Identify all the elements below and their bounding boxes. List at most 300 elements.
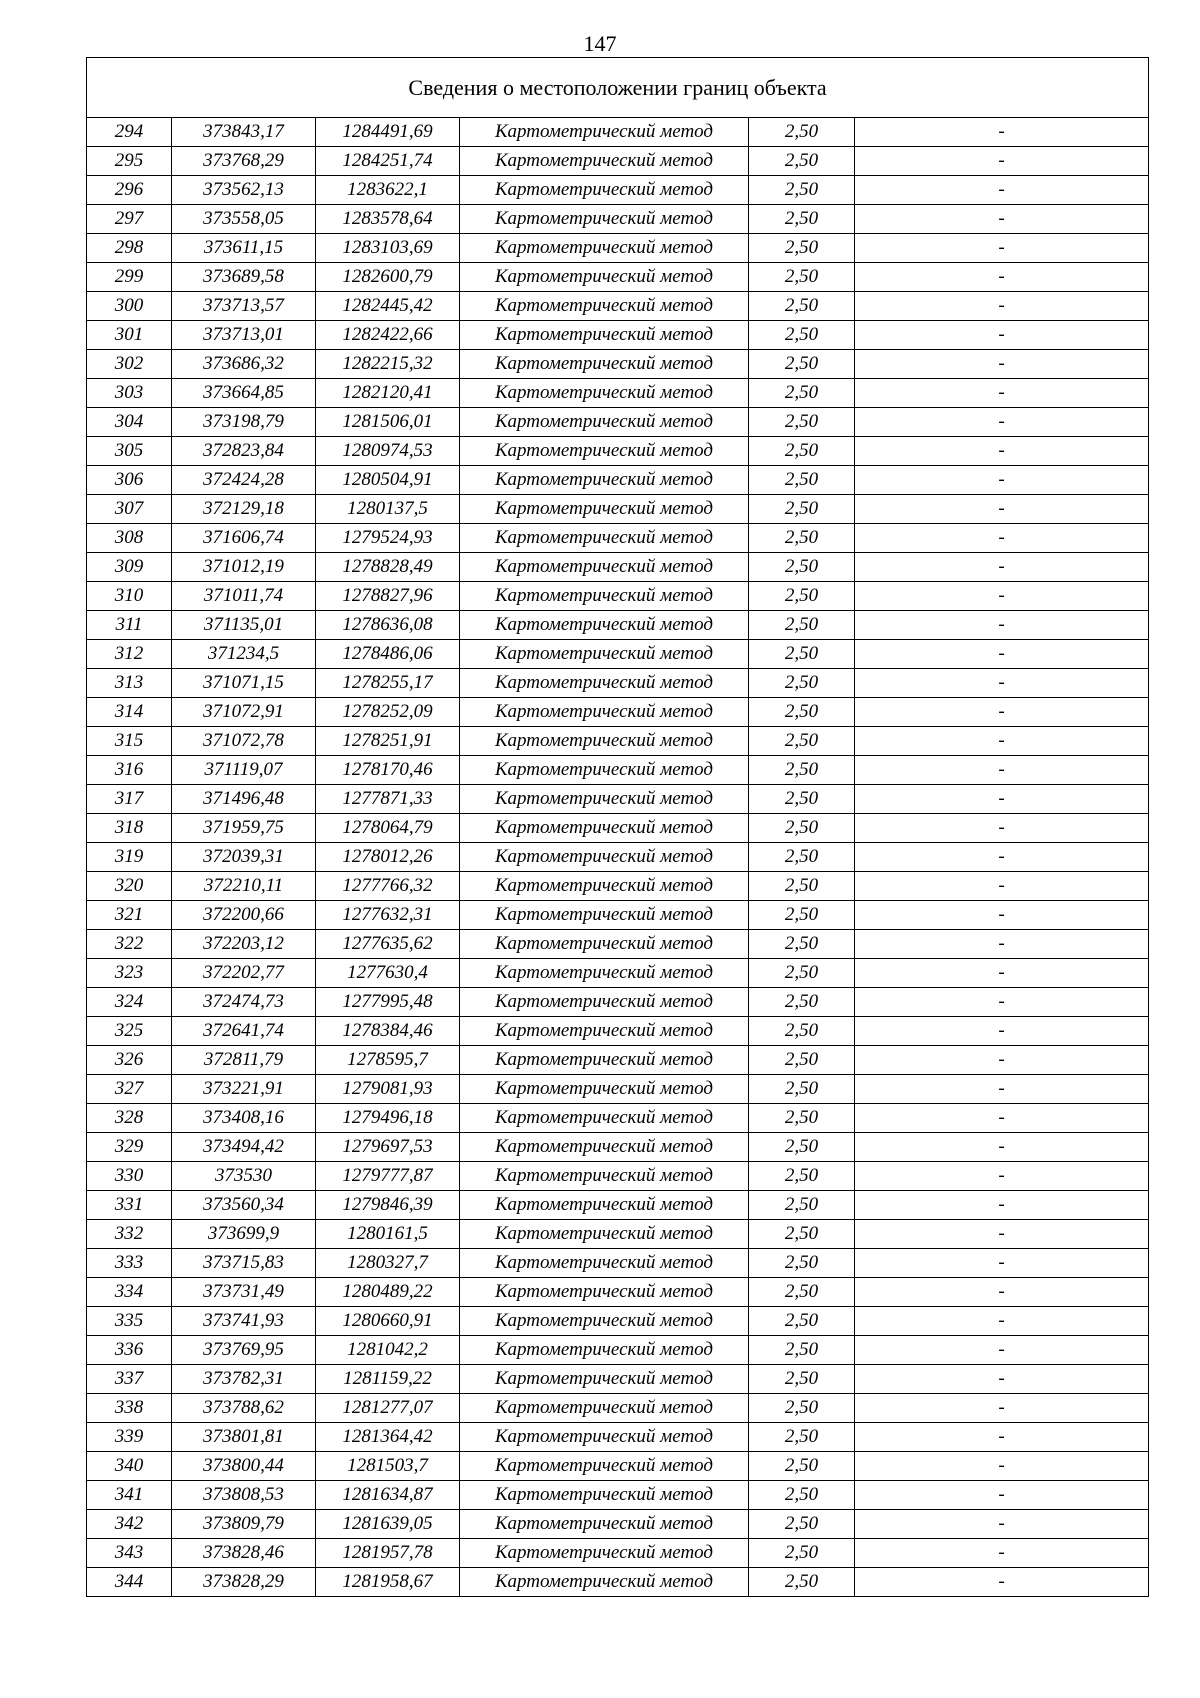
y-coordinate-cell: 1283622,1 <box>316 176 460 205</box>
point-number-cell: 323 <box>87 959 172 988</box>
x-coordinate-cell: 373530 <box>172 1162 316 1191</box>
accuracy-cell: 2,50 <box>749 437 855 466</box>
y-coordinate-cell: 1281503,7 <box>316 1452 460 1481</box>
y-coordinate-cell: 1281958,67 <box>316 1568 460 1597</box>
accuracy-cell: 2,50 <box>749 1278 855 1307</box>
accuracy-cell: 2,50 <box>749 205 855 234</box>
y-coordinate-cell: 1282215,32 <box>316 350 460 379</box>
accuracy-cell: 2,50 <box>749 1307 855 1336</box>
point-number-cell: 312 <box>87 640 172 669</box>
accuracy-cell: 2,50 <box>749 756 855 785</box>
table-row <box>87 959 1149 988</box>
table-row <box>87 1133 1149 1162</box>
x-coordinate-cell: 373843,17 <box>172 118 316 147</box>
y-coordinate-cell: 1278636,08 <box>316 611 460 640</box>
method-cell: Картометрический метод <box>460 1104 749 1133</box>
description-cell: - <box>855 1017 1149 1046</box>
x-coordinate-cell: 373800,44 <box>172 1452 316 1481</box>
y-coordinate-cell: 1282120,41 <box>316 379 460 408</box>
point-number-cell: 300 <box>87 292 172 321</box>
x-coordinate-cell: 371119,07 <box>172 756 316 785</box>
table-row <box>87 1336 1149 1365</box>
x-coordinate-cell: 372210,11 <box>172 872 316 901</box>
y-coordinate-cell: 1277871,33 <box>316 785 460 814</box>
x-coordinate-cell: 372203,12 <box>172 930 316 959</box>
description-cell: - <box>855 988 1149 1017</box>
description-cell: - <box>855 1104 1149 1133</box>
method-cell: Картометрический метод <box>460 1191 749 1220</box>
accuracy-cell: 2,50 <box>749 524 855 553</box>
method-cell: Картометрический метод <box>460 698 749 727</box>
point-number-cell: 314 <box>87 698 172 727</box>
accuracy-cell: 2,50 <box>749 698 855 727</box>
point-number-cell: 322 <box>87 930 172 959</box>
x-coordinate-cell: 373699,9 <box>172 1220 316 1249</box>
y-coordinate-cell: 1281364,42 <box>316 1423 460 1452</box>
y-coordinate-cell: 1277635,62 <box>316 930 460 959</box>
point-number-cell: 327 <box>87 1075 172 1104</box>
table-row <box>87 756 1149 785</box>
table-row <box>87 1568 1149 1597</box>
point-number-cell: 306 <box>87 466 172 495</box>
point-number-cell: 301 <box>87 321 172 350</box>
accuracy-cell: 2,50 <box>749 959 855 988</box>
y-coordinate-cell: 1282600,79 <box>316 263 460 292</box>
point-number-cell: 340 <box>87 1452 172 1481</box>
y-coordinate-cell: 1278064,79 <box>316 814 460 843</box>
table-title-row <box>87 58 1149 118</box>
y-coordinate-cell: 1284251,74 <box>316 147 460 176</box>
accuracy-cell: 2,50 <box>749 1104 855 1133</box>
point-number-cell: 336 <box>87 1336 172 1365</box>
accuracy-cell: 2,50 <box>749 379 855 408</box>
table-row <box>87 988 1149 1017</box>
table-row <box>87 901 1149 930</box>
description-cell: - <box>855 756 1149 785</box>
table-row <box>87 176 1149 205</box>
x-coordinate-cell: 373741,93 <box>172 1307 316 1336</box>
y-coordinate-cell: 1284491,69 <box>316 118 460 147</box>
table-row <box>87 350 1149 379</box>
method-cell: Картометрический метод <box>460 1452 749 1481</box>
accuracy-cell: 2,50 <box>749 1133 855 1162</box>
accuracy-cell: 2,50 <box>749 640 855 669</box>
accuracy-cell: 2,50 <box>749 408 855 437</box>
table-row <box>87 379 1149 408</box>
x-coordinate-cell: 373809,79 <box>172 1510 316 1539</box>
description-cell: - <box>855 1046 1149 1075</box>
accuracy-cell: 2,50 <box>749 988 855 1017</box>
point-number-cell: 305 <box>87 437 172 466</box>
point-number-cell: 339 <box>87 1423 172 1452</box>
y-coordinate-cell: 1278255,17 <box>316 669 460 698</box>
point-number-cell: 296 <box>87 176 172 205</box>
accuracy-cell: 2,50 <box>749 1510 855 1539</box>
point-number-cell: 320 <box>87 872 172 901</box>
y-coordinate-cell: 1283103,69 <box>316 234 460 263</box>
table-row <box>87 698 1149 727</box>
method-cell: Картометрический метод <box>460 524 749 553</box>
point-number-cell: 326 <box>87 1046 172 1075</box>
description-cell: - <box>855 872 1149 901</box>
accuracy-cell: 2,50 <box>749 1481 855 1510</box>
x-coordinate-cell: 371011,74 <box>172 582 316 611</box>
x-coordinate-cell: 371135,01 <box>172 611 316 640</box>
description-cell: - <box>855 176 1149 205</box>
method-cell: Картометрический метод <box>460 1336 749 1365</box>
table-row <box>87 118 1149 147</box>
point-number-cell: 337 <box>87 1365 172 1394</box>
table-row <box>87 234 1149 263</box>
y-coordinate-cell: 1281634,87 <box>316 1481 460 1510</box>
method-cell: Картометрический метод <box>460 234 749 263</box>
y-coordinate-cell: 1283578,64 <box>316 205 460 234</box>
y-coordinate-cell: 1279496,18 <box>316 1104 460 1133</box>
method-cell: Картометрический метод <box>460 1278 749 1307</box>
x-coordinate-cell: 373558,05 <box>172 205 316 234</box>
table-row <box>87 321 1149 350</box>
point-number-cell: 310 <box>87 582 172 611</box>
point-number-cell: 311 <box>87 611 172 640</box>
description-cell: - <box>855 1423 1149 1452</box>
x-coordinate-cell: 373808,53 <box>172 1481 316 1510</box>
table-row <box>87 640 1149 669</box>
x-coordinate-cell: 373221,91 <box>172 1075 316 1104</box>
method-cell: Картометрический метод <box>460 1249 749 1278</box>
table-row <box>87 1104 1149 1133</box>
description-cell: - <box>855 1568 1149 1597</box>
accuracy-cell: 2,50 <box>749 1423 855 1452</box>
accuracy-cell: 2,50 <box>749 582 855 611</box>
table-row <box>87 1162 1149 1191</box>
table-row <box>87 437 1149 466</box>
point-number-cell: 344 <box>87 1568 172 1597</box>
description-cell: - <box>855 582 1149 611</box>
table-row <box>87 1220 1149 1249</box>
method-cell: Картометрический метод <box>460 350 749 379</box>
accuracy-cell: 2,50 <box>749 1539 855 1568</box>
accuracy-cell: 2,50 <box>749 350 855 379</box>
method-cell: Картометрический метод <box>460 408 749 437</box>
description-cell: - <box>855 437 1149 466</box>
table-row <box>87 1017 1149 1046</box>
table-row <box>87 1423 1149 1452</box>
x-coordinate-cell: 373828,46 <box>172 1539 316 1568</box>
y-coordinate-cell: 1280974,53 <box>316 437 460 466</box>
table-row <box>87 1307 1149 1336</box>
x-coordinate-cell: 373562,13 <box>172 176 316 205</box>
accuracy-cell: 2,50 <box>749 814 855 843</box>
y-coordinate-cell: 1281639,05 <box>316 1510 460 1539</box>
method-cell: Картометрический метод <box>460 1133 749 1162</box>
point-number-cell: 303 <box>87 379 172 408</box>
description-cell: - <box>855 901 1149 930</box>
description-cell: - <box>855 379 1149 408</box>
accuracy-cell: 2,50 <box>749 147 855 176</box>
description-cell: - <box>855 1481 1149 1510</box>
point-number-cell: 330 <box>87 1162 172 1191</box>
y-coordinate-cell: 1278012,26 <box>316 843 460 872</box>
y-coordinate-cell: 1278828,49 <box>316 553 460 582</box>
y-coordinate-cell: 1278252,09 <box>316 698 460 727</box>
point-number-cell: 332 <box>87 1220 172 1249</box>
method-cell: Картометрический метод <box>460 669 749 698</box>
point-number-cell: 304 <box>87 408 172 437</box>
description-cell: - <box>855 959 1149 988</box>
method-cell: Картометрический метод <box>460 1307 749 1336</box>
x-coordinate-cell: 373664,85 <box>172 379 316 408</box>
description-cell: - <box>855 698 1149 727</box>
description-cell: - <box>855 321 1149 350</box>
description-cell: - <box>855 1394 1149 1423</box>
table-row <box>87 1278 1149 1307</box>
method-cell: Картометрический метод <box>460 495 749 524</box>
accuracy-cell: 2,50 <box>749 118 855 147</box>
table-body <box>87 58 1149 1597</box>
description-cell: - <box>855 292 1149 321</box>
y-coordinate-cell: 1280489,22 <box>316 1278 460 1307</box>
method-cell: Картометрический метод <box>460 292 749 321</box>
description-cell: - <box>855 1365 1149 1394</box>
description-cell: - <box>855 1075 1149 1104</box>
y-coordinate-cell: 1277630,4 <box>316 959 460 988</box>
description-cell: - <box>855 930 1149 959</box>
y-coordinate-cell: 1280137,5 <box>316 495 460 524</box>
point-number-cell: 319 <box>87 843 172 872</box>
method-cell: Картометрический метод <box>460 1481 749 1510</box>
table-row <box>87 495 1149 524</box>
point-number-cell: 316 <box>87 756 172 785</box>
table-row <box>87 205 1149 234</box>
y-coordinate-cell: 1281506,01 <box>316 408 460 437</box>
description-cell: - <box>855 611 1149 640</box>
description-cell: - <box>855 843 1149 872</box>
table-row <box>87 930 1149 959</box>
accuracy-cell: 2,50 <box>749 1162 855 1191</box>
table-row <box>87 611 1149 640</box>
method-cell: Картометрический метод <box>460 843 749 872</box>
description-cell: - <box>855 640 1149 669</box>
description-cell: - <box>855 234 1149 263</box>
description-cell: - <box>855 118 1149 147</box>
point-number-cell: 294 <box>87 118 172 147</box>
method-cell: Картометрический метод <box>460 205 749 234</box>
accuracy-cell: 2,50 <box>749 1191 855 1220</box>
table-row <box>87 1452 1149 1481</box>
x-coordinate-cell: 373769,95 <box>172 1336 316 1365</box>
method-cell: Картометрический метод <box>460 1568 749 1597</box>
table-row <box>87 872 1149 901</box>
y-coordinate-cell: 1279846,39 <box>316 1191 460 1220</box>
x-coordinate-cell: 372641,74 <box>172 1017 316 1046</box>
method-cell: Картометрический метод <box>460 1423 749 1452</box>
description-cell: - <box>855 553 1149 582</box>
table-row <box>87 814 1149 843</box>
description-cell: - <box>855 814 1149 843</box>
table-row <box>87 582 1149 611</box>
point-number-cell: 343 <box>87 1539 172 1568</box>
table-row <box>87 785 1149 814</box>
x-coordinate-cell: 371606,74 <box>172 524 316 553</box>
point-number-cell: 295 <box>87 147 172 176</box>
x-coordinate-cell: 371012,19 <box>172 553 316 582</box>
accuracy-cell: 2,50 <box>749 843 855 872</box>
accuracy-cell: 2,50 <box>749 901 855 930</box>
description-cell: - <box>855 147 1149 176</box>
point-number-cell: 325 <box>87 1017 172 1046</box>
point-number-cell: 299 <box>87 263 172 292</box>
accuracy-cell: 2,50 <box>749 466 855 495</box>
accuracy-cell: 2,50 <box>749 553 855 582</box>
description-cell: - <box>855 408 1149 437</box>
point-number-cell: 313 <box>87 669 172 698</box>
y-coordinate-cell: 1279777,87 <box>316 1162 460 1191</box>
point-number-cell: 329 <box>87 1133 172 1162</box>
x-coordinate-cell: 373494,42 <box>172 1133 316 1162</box>
x-coordinate-cell: 373198,79 <box>172 408 316 437</box>
x-coordinate-cell: 372424,28 <box>172 466 316 495</box>
table-row <box>87 843 1149 872</box>
accuracy-cell: 2,50 <box>749 1394 855 1423</box>
accuracy-cell: 2,50 <box>749 930 855 959</box>
accuracy-cell: 2,50 <box>749 1220 855 1249</box>
accuracy-cell: 2,50 <box>749 1452 855 1481</box>
point-number-cell: 317 <box>87 785 172 814</box>
description-cell: - <box>855 263 1149 292</box>
point-number-cell: 315 <box>87 727 172 756</box>
method-cell: Картометрический метод <box>460 118 749 147</box>
point-number-cell: 321 <box>87 901 172 930</box>
method-cell: Картометрический метод <box>460 930 749 959</box>
x-coordinate-cell: 373828,29 <box>172 1568 316 1597</box>
table-row <box>87 408 1149 437</box>
x-coordinate-cell: 373801,81 <box>172 1423 316 1452</box>
method-cell: Картометрический метод <box>460 814 749 843</box>
method-cell: Картометрический метод <box>460 466 749 495</box>
x-coordinate-cell: 372039,31 <box>172 843 316 872</box>
method-cell: Картометрический метод <box>460 785 749 814</box>
y-coordinate-cell: 1278384,46 <box>316 1017 460 1046</box>
point-number-cell: 309 <box>87 553 172 582</box>
page-number: 147 <box>583 31 617 56</box>
table-row <box>87 292 1149 321</box>
description-cell: - <box>855 524 1149 553</box>
table-row <box>87 466 1149 495</box>
method-cell: Картометрический метод <box>460 263 749 292</box>
method-cell: Картометрический метод <box>460 727 749 756</box>
method-cell: Картометрический метод <box>460 1046 749 1075</box>
x-coordinate-cell: 373408,16 <box>172 1104 316 1133</box>
method-cell: Картометрический метод <box>460 1220 749 1249</box>
description-cell: - <box>855 1249 1149 1278</box>
x-coordinate-cell: 373611,15 <box>172 234 316 263</box>
table-row <box>87 1249 1149 1278</box>
description-cell: - <box>855 669 1149 698</box>
x-coordinate-cell: 371072,91 <box>172 698 316 727</box>
accuracy-cell: 2,50 <box>749 1336 855 1365</box>
y-coordinate-cell: 1277632,31 <box>316 901 460 930</box>
x-coordinate-cell: 372129,18 <box>172 495 316 524</box>
accuracy-cell: 2,50 <box>749 1075 855 1104</box>
description-cell: - <box>855 1162 1149 1191</box>
description-cell: - <box>855 785 1149 814</box>
y-coordinate-cell: 1281159,22 <box>316 1365 460 1394</box>
method-cell: Картометрический метод <box>460 611 749 640</box>
x-coordinate-cell: 373782,31 <box>172 1365 316 1394</box>
method-cell: Картометрический метод <box>460 1539 749 1568</box>
point-number-cell: 307 <box>87 495 172 524</box>
point-number-cell: 298 <box>87 234 172 263</box>
accuracy-cell: 2,50 <box>749 872 855 901</box>
accuracy-cell: 2,50 <box>749 321 855 350</box>
point-number-cell: 342 <box>87 1510 172 1539</box>
accuracy-cell: 2,50 <box>749 1568 855 1597</box>
accuracy-cell: 2,50 <box>749 785 855 814</box>
description-cell: - <box>855 466 1149 495</box>
description-cell: - <box>855 495 1149 524</box>
x-coordinate-cell: 372200,66 <box>172 901 316 930</box>
description-cell: - <box>855 1278 1149 1307</box>
method-cell: Картометрический метод <box>460 988 749 1017</box>
x-coordinate-cell: 373715,83 <box>172 1249 316 1278</box>
x-coordinate-cell: 371959,75 <box>172 814 316 843</box>
y-coordinate-cell: 1278170,46 <box>316 756 460 785</box>
method-cell: Картометрический метод <box>460 756 749 785</box>
table-title: Сведения о местоположении границ объекта <box>87 58 1149 118</box>
table-row <box>87 1394 1149 1423</box>
point-number-cell: 308 <box>87 524 172 553</box>
method-cell: Картометрический метод <box>460 1162 749 1191</box>
x-coordinate-cell: 373788,62 <box>172 1394 316 1423</box>
y-coordinate-cell: 1281277,07 <box>316 1394 460 1423</box>
x-coordinate-cell: 371234,5 <box>172 640 316 669</box>
y-coordinate-cell: 1282422,66 <box>316 321 460 350</box>
point-number-cell: 335 <box>87 1307 172 1336</box>
method-cell: Картометрический метод <box>460 147 749 176</box>
y-coordinate-cell: 1281042,2 <box>316 1336 460 1365</box>
table-row <box>87 1365 1149 1394</box>
description-cell: - <box>855 1336 1149 1365</box>
table-row <box>87 1539 1149 1568</box>
method-cell: Картометрический метод <box>460 176 749 205</box>
table-row <box>87 727 1149 756</box>
x-coordinate-cell: 373768,29 <box>172 147 316 176</box>
description-cell: - <box>855 350 1149 379</box>
accuracy-cell: 2,50 <box>749 1249 855 1278</box>
accuracy-cell: 2,50 <box>749 611 855 640</box>
accuracy-cell: 2,50 <box>749 292 855 321</box>
method-cell: Картометрический метод <box>460 1510 749 1539</box>
accuracy-cell: 2,50 <box>749 1046 855 1075</box>
point-number-cell: 324 <box>87 988 172 1017</box>
table-row <box>87 147 1149 176</box>
x-coordinate-cell: 372474,73 <box>172 988 316 1017</box>
table-row <box>87 1046 1149 1075</box>
method-cell: Картометрический метод <box>460 379 749 408</box>
point-number-cell: 331 <box>87 1191 172 1220</box>
point-number-cell: 302 <box>87 350 172 379</box>
y-coordinate-cell: 1282445,42 <box>316 292 460 321</box>
method-cell: Картометрический метод <box>460 437 749 466</box>
description-cell: - <box>855 1191 1149 1220</box>
method-cell: Картометрический метод <box>460 1075 749 1104</box>
boundary-coordinates-table <box>86 57 1149 1597</box>
x-coordinate-cell: 372811,79 <box>172 1046 316 1075</box>
y-coordinate-cell: 1279081,93 <box>316 1075 460 1104</box>
y-coordinate-cell: 1278486,06 <box>316 640 460 669</box>
method-cell: Картометрический метод <box>460 1394 749 1423</box>
method-cell: Картометрический метод <box>460 553 749 582</box>
